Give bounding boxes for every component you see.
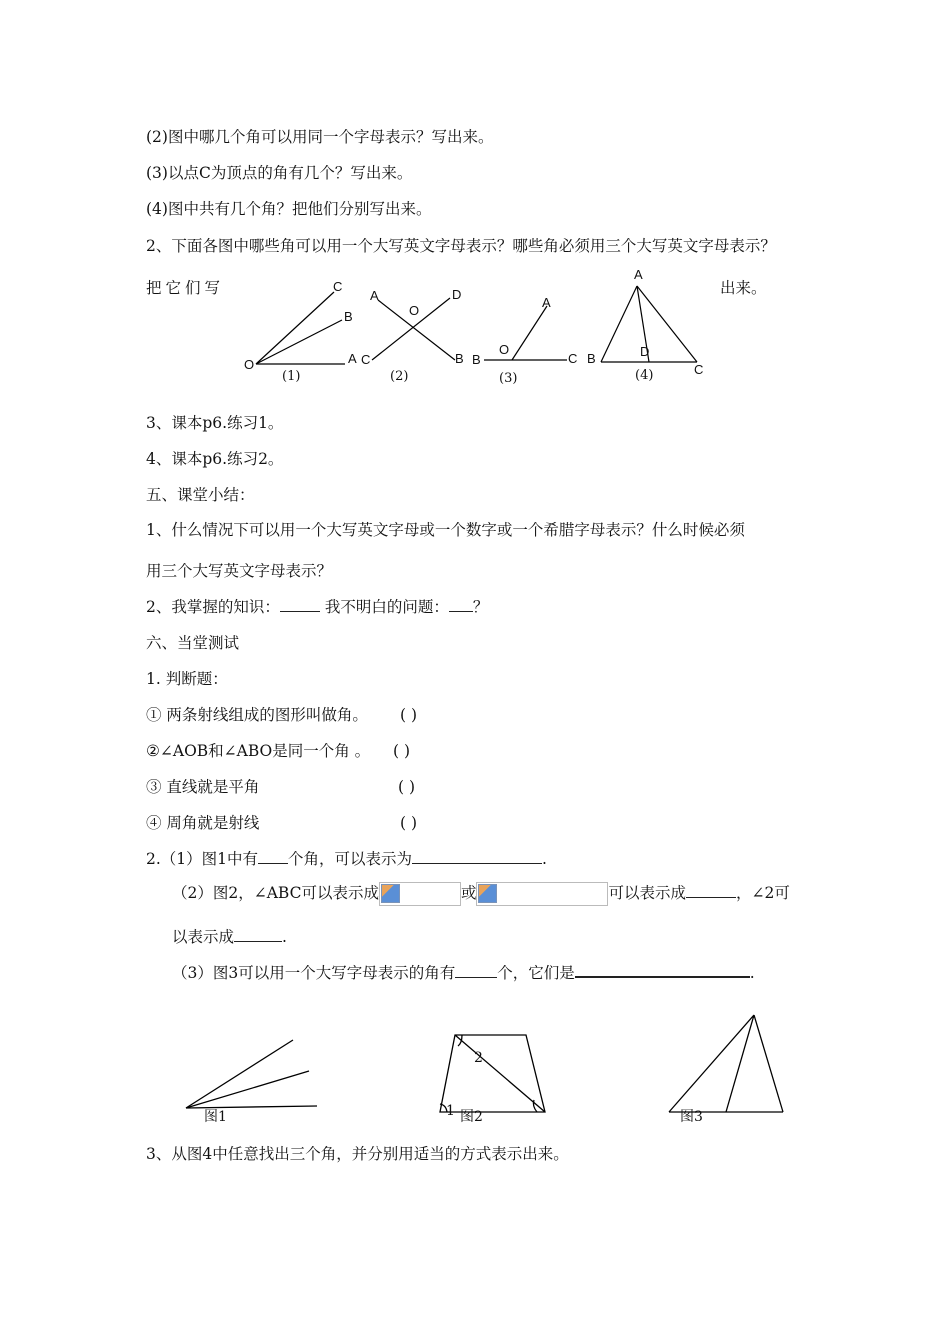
fig4-label-a: A (634, 267, 643, 282)
fig4-caption: (4) (635, 368, 654, 383)
test-fig2-caption: 图2 (460, 1109, 483, 1125)
exercise-2: 2、下面各图中哪些角可以用一个大写英文字母表示？哪些角必须用三个大写英文字母表示？ (146, 237, 776, 255)
test-fig2-angle-1: 1 (446, 1103, 455, 1119)
summary-1a: 1、什么情况下可以用一个大写英文字母或一个数字或一个希腊字母表示？什么时候必须 (146, 521, 745, 539)
fig2-label-o: O (409, 303, 420, 318)
fig3-label-a: A (542, 295, 551, 310)
summary-2-unknown-label: 我不明白的问题： (324, 598, 449, 616)
summary-2-known-label: 2、我掌握的知识： (146, 598, 280, 616)
fig4-label-d: D (640, 344, 650, 359)
question-4: (4)图中共有几个角？把他们分别写出来。 (146, 200, 432, 218)
test-2-3-end: . (749, 964, 755, 982)
test-2-2-mid: 可以表示成 (608, 884, 686, 902)
fig2-label-a: A (370, 288, 379, 303)
test-2-1-prefix: 2.（1）图1中有 (146, 850, 259, 868)
test-1-heading: 1. 判断题： (146, 670, 228, 688)
fig3-caption: (3) (499, 371, 518, 386)
judge-4: ④ 周角就是射线 (146, 814, 260, 832)
fig3-label-b: B (472, 352, 481, 367)
question-2: (2)图中哪几个角可以用同一个字母表示？写出来。 (146, 128, 494, 146)
exercise-3-fig4: 3、从图4中任意找出三个角，并分别用适当的方式表示出来。 (146, 1145, 569, 1163)
test-2-2-prefix: （2）图2，∠ABC可以表示成 (172, 884, 379, 902)
summary-2-end: ？ (472, 598, 489, 616)
test-fig2-angle-2: 2 (474, 1050, 483, 1066)
judge-3: ③ 直线就是平角 (146, 778, 260, 796)
fig4-label-c: C (694, 362, 704, 377)
exercise-4: 4、课本p6.练习2。 (146, 450, 284, 468)
fig1-label-a: A (348, 351, 357, 366)
fig1-label-b: B (344, 309, 353, 324)
judge-2-answer[interactable]: ( ) (393, 742, 411, 760)
fig3-label-o: O (499, 342, 510, 357)
judge-1-answer[interactable]: ( ) (400, 706, 418, 724)
test-2-2-or: 或 (460, 884, 477, 902)
fig3-label-c: C (568, 351, 578, 366)
exercise-3: 3、课本p6.练习1。 (146, 414, 284, 432)
test-2-1-mid: 个角，可以表示为 (288, 850, 413, 868)
judge-2: ②∠AOB和∠ABO是同一个角 。 (146, 742, 371, 760)
section-5-heading: 五、课堂小结： (146, 486, 255, 504)
test-fig1-caption: 图1 (204, 1109, 227, 1125)
fig1-caption: (1) (282, 369, 301, 384)
fig2-label-b: B (455, 351, 464, 366)
fig2-label-d: D (452, 287, 462, 302)
judge-1: ① 两条射线组成的图形叫做角。 (146, 706, 368, 724)
fig2-label-c: C (361, 352, 371, 367)
test-2-3-prefix: （3）图3可以用一个大写字母表示的角有 (172, 964, 456, 982)
test-2-2-cont-label: 以表示成 (172, 928, 235, 946)
exercise-2-cont-a: 把它们写 (146, 279, 225, 297)
question-3: (3)以点C为顶点的角有几个？写出来。 (146, 164, 413, 182)
fig1-label-c: C (333, 279, 343, 294)
test-2-3-mid: 个，它们是 (497, 964, 575, 982)
judge-3-answer[interactable]: ( ) (398, 778, 416, 796)
test-2-1-end: . (542, 850, 547, 868)
fig1-label-o: O (244, 357, 255, 372)
fig2-caption: (2) (390, 369, 409, 384)
section-6-heading: 六、当堂测试 (146, 634, 240, 652)
test-2-2-cont-end: . (282, 928, 287, 946)
exercise-2-cont-b: 出来。 (720, 279, 767, 297)
judge-4-answer[interactable]: ( ) (400, 814, 418, 832)
fig4-label-b: B (587, 351, 596, 366)
summary-1b: 用三个大写英文字母表示？ (146, 562, 333, 580)
test-fig3-caption: 图3 (680, 1109, 703, 1125)
test-2-2-angle2: ，∠2可 (735, 884, 790, 902)
